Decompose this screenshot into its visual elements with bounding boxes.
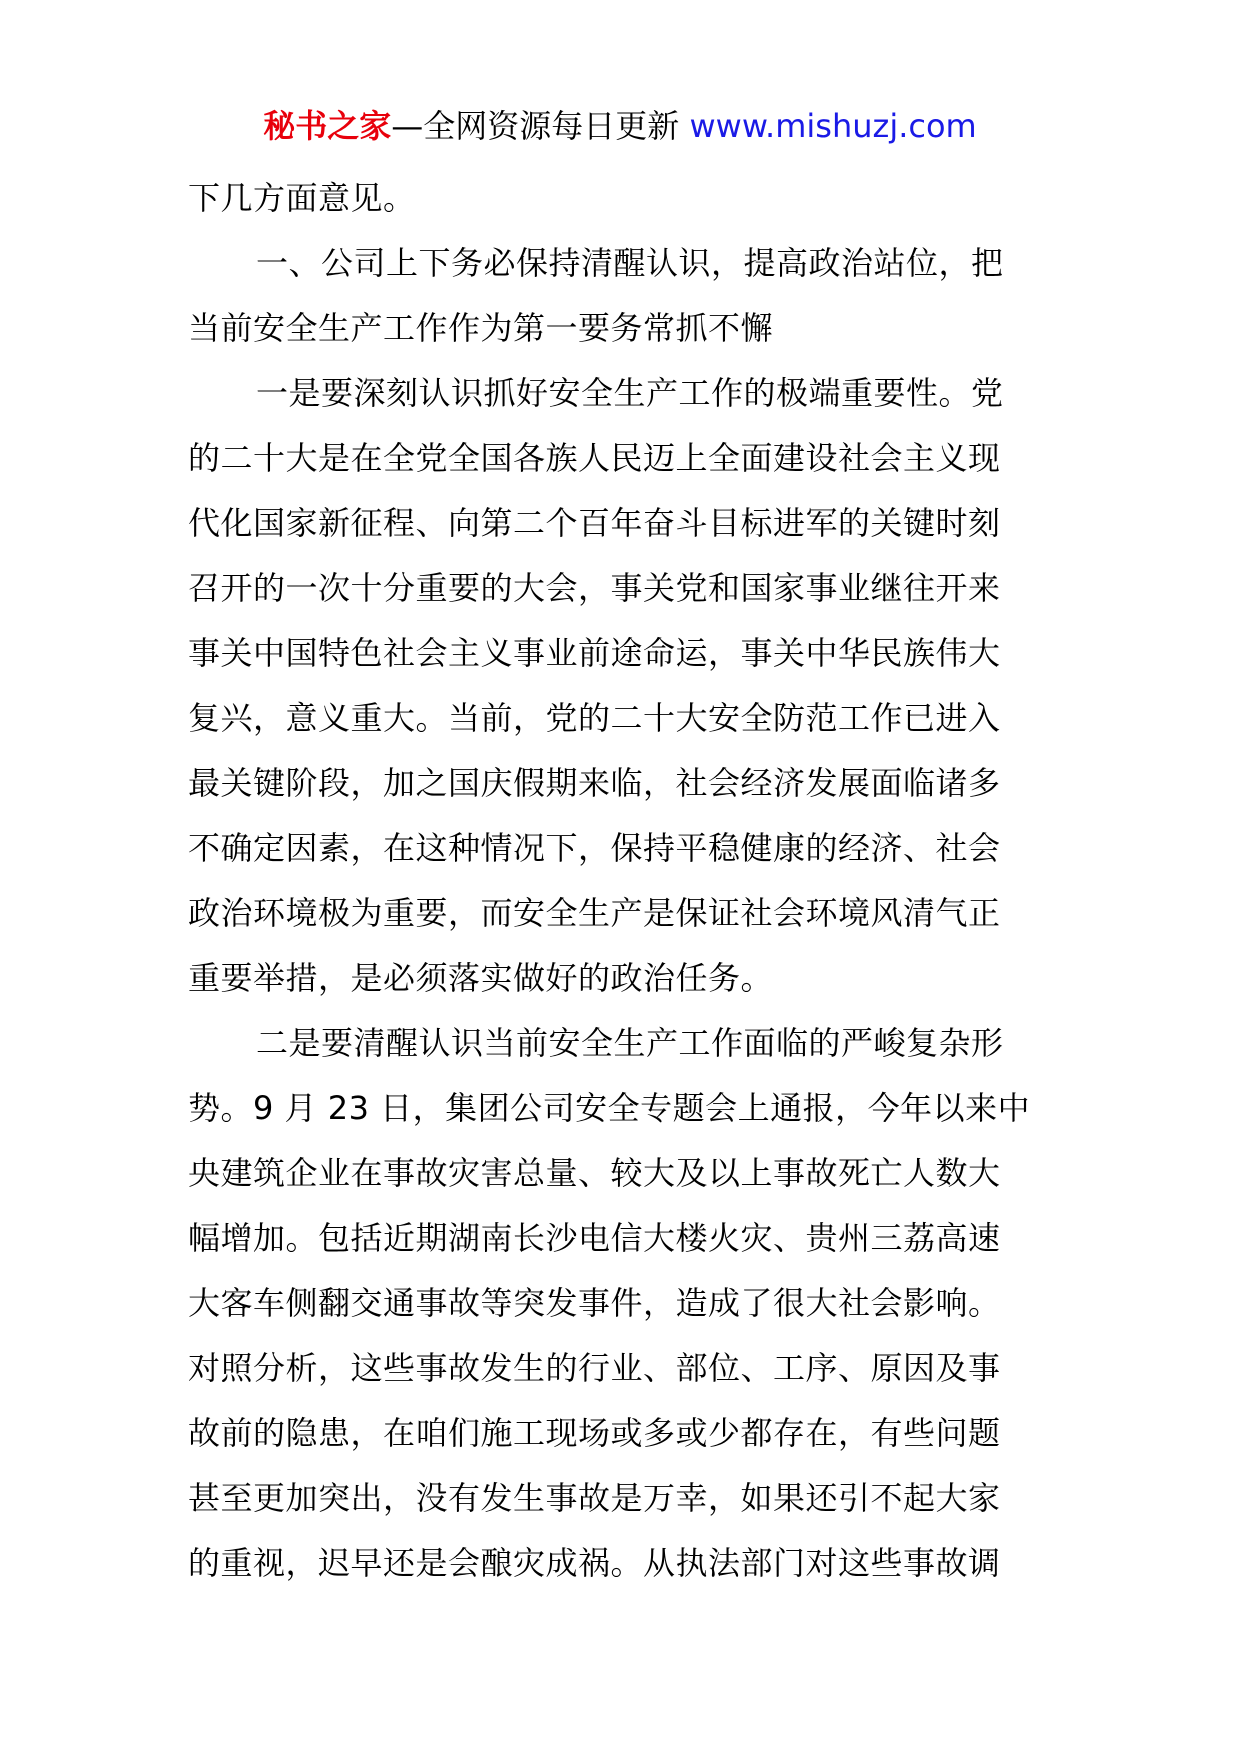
text-line: 事关中国特色社会主义事业前途命运，事关中华民族伟大 bbox=[188, 634, 1001, 672]
site-header bbox=[0, 104, 1240, 148]
site-brand: 秘书之家 bbox=[263, 107, 392, 145]
text-line: 央建筑企业在事故灾害总量、较大及以上事故死亡人数大 bbox=[188, 1154, 1001, 1192]
text-line: 召开的一次十分重要的大会，事关党和国家事业继往开来 bbox=[188, 569, 1001, 607]
text-line: 幅增加。包括近期湖南长沙电信大楼火灾、贵州三荔高速 bbox=[188, 1219, 1001, 1257]
text-line: 不确定因素，在这种情况下，保持平稳健康的经济、社会 bbox=[188, 829, 1001, 867]
site-slogan: —全网资源每日更新 bbox=[391, 107, 680, 145]
text-line: 甚至更加突出，没有发生事故是万幸，如果还引不起大家 bbox=[188, 1479, 1001, 1517]
text-line: 故前的隐患，在咱们施工现场或多或少都存在，有些问题 bbox=[188, 1414, 1001, 1452]
site-url-link[interactable]: www.mishuzj.com bbox=[689, 107, 977, 145]
text-line: 势。9 月 23 日，集团公司安全专题会上通报，今年以来中 bbox=[188, 1089, 1031, 1127]
text-line: 的重视，迟早还是会酿灾成祸。从执法部门对这些事故调 bbox=[188, 1544, 1001, 1582]
paragraph-first-line: 二是要清醒认识当前安全生产工作面临的严峻复杂形 bbox=[256, 1024, 1004, 1062]
paragraph-first-line: 一是要深刻认识抓好安全生产工作的极端重要性。党 bbox=[256, 374, 1004, 412]
text-line: 下几方面意见。 bbox=[188, 179, 416, 217]
text-line: 代化国家新征程、向第二个百年奋斗目标进军的关键时刻 bbox=[188, 504, 1001, 542]
section-heading-line: 当前安全生产工作作为第一要务常抓不懈 bbox=[188, 309, 774, 347]
document-body bbox=[188, 166, 1058, 1596]
text-line: 政治环境极为重要，而安全生产是保证社会环境风清气正 bbox=[188, 894, 1001, 932]
text-line: 最关键阶段，加之国庆假期来临，社会经济发展面临诸多 bbox=[188, 764, 1001, 802]
section-heading-line: 一、公司上下务必保持清醒认识，提高政治站位，把 bbox=[256, 244, 1004, 282]
text-line: 对照分析，这些事故发生的行业、部位、工序、原因及事 bbox=[188, 1349, 1001, 1387]
text-line: 重要举措，是必须落实做好的政治任务。 bbox=[188, 959, 774, 997]
text-line: 复兴，意义重大。当前，党的二十大安全防范工作已进入 bbox=[188, 699, 1001, 737]
text-line: 大客车侧翻交通事故等突发事件，造成了很大社会影响。 bbox=[188, 1284, 1001, 1322]
text-line: 的二十大是在全党全国各族人民迈上全面建设社会主义现 bbox=[188, 439, 1001, 477]
